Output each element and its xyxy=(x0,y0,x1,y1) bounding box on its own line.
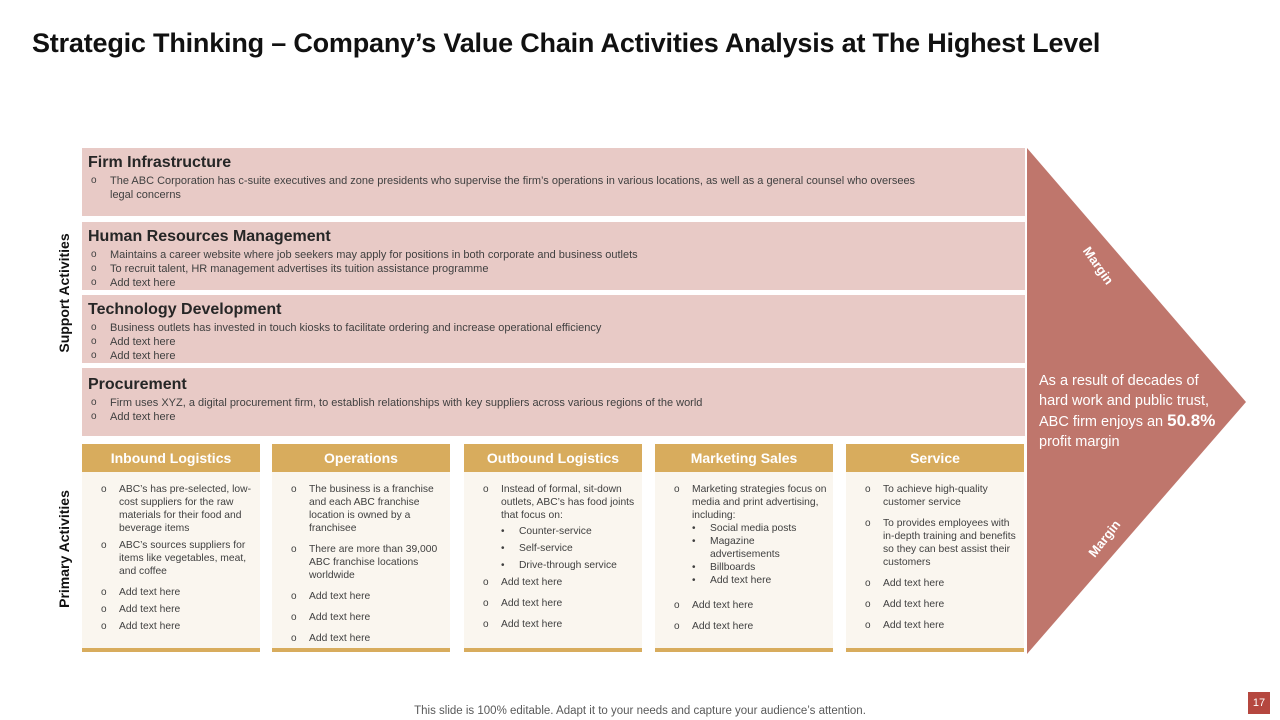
footer-note: This slide is 100% editable. Adapt it to your needs and capture your audience’s attention. xyxy=(414,705,866,717)
support-list xyxy=(88,174,1025,202)
margin-label-top: Margin xyxy=(1079,243,1117,288)
support-item: o Add text here xyxy=(91,410,930,424)
support-heading: Human Resources Management xyxy=(88,228,331,245)
primary-sub-item: • Drive-through service xyxy=(501,559,636,572)
support-box-procurement xyxy=(82,368,1025,436)
support-heading: Technology Development xyxy=(88,301,282,318)
primary-sub-list xyxy=(501,525,636,572)
primary-item: o Add text here xyxy=(291,590,444,603)
primary-column-marketing-sales xyxy=(655,444,833,652)
support-item: o Add text here xyxy=(91,349,930,363)
primary-sub-list xyxy=(692,522,827,587)
support-box-firm-infrastructure xyxy=(82,148,1025,216)
primary-item: o Add text here xyxy=(865,577,1018,590)
primary-list xyxy=(671,483,827,633)
primary-item xyxy=(674,483,827,587)
primary-sub-item: • Self-service xyxy=(501,542,636,555)
primary-heading: Operations xyxy=(272,444,450,472)
primary-item: o Add text here xyxy=(865,598,1018,611)
primary-body xyxy=(655,472,833,633)
support-list xyxy=(88,321,1025,363)
primary-heading: Inbound Logistics xyxy=(82,444,260,472)
support-item: o Add text here xyxy=(91,276,930,290)
primary-body xyxy=(272,472,450,645)
support-heading: Procurement xyxy=(88,376,187,393)
primary-item: o Add text here xyxy=(291,611,444,624)
primary-heading: Service xyxy=(846,444,1024,472)
support-activities-label: Support Activities xyxy=(56,233,72,353)
primary-item: o Add text here xyxy=(101,586,254,599)
primary-activities-label: Primary Activities xyxy=(56,490,72,608)
support-box-technology-development xyxy=(82,295,1025,363)
primary-heading: Outbound Logistics xyxy=(464,444,642,472)
support-item: o Maintains a career website where job seekers may apply for positions in both corporate and business outlets xyxy=(91,248,930,262)
primary-column-service xyxy=(846,444,1024,652)
primary-sub-item: • Magazine advertisements xyxy=(692,535,827,561)
primary-heading: Marketing Sales xyxy=(655,444,833,472)
primary-item: o Add text here xyxy=(483,576,636,589)
primary-item xyxy=(483,483,636,572)
primary-list xyxy=(862,483,1018,632)
support-list xyxy=(88,248,1025,290)
primary-list xyxy=(288,483,444,645)
primary-item: o Add text here xyxy=(101,603,254,616)
margin-statement xyxy=(1039,371,1229,452)
primary-body xyxy=(82,472,260,633)
primary-item: o Add text here xyxy=(865,619,1018,632)
support-heading: Firm Infrastructure xyxy=(88,154,232,171)
primary-item-intro: Marketing strategies focus on media and print advertising, including: xyxy=(692,484,827,521)
primary-body xyxy=(464,472,642,631)
primary-column-operations xyxy=(272,444,450,652)
primary-sub-item: • Billboards xyxy=(692,561,827,574)
primary-sub-item: • Add text here xyxy=(692,574,827,587)
support-item: o Add text here xyxy=(91,335,930,349)
primary-list xyxy=(480,483,636,631)
primary-item: o Add text here xyxy=(674,599,827,612)
support-item: o Firm uses XYZ, a digital procurement firm, to establish relationships with key suppliers across various regions of the world xyxy=(91,396,930,410)
support-item: o Business outlets has invested in touch kiosks to facilitate ordering and increase operational efficiency xyxy=(91,321,930,335)
primary-list xyxy=(98,483,254,633)
primary-column-inbound-logistics xyxy=(82,444,260,652)
primary-column-outbound-logistics xyxy=(464,444,642,652)
primary-item: o To achieve high-quality customer service xyxy=(865,483,1018,509)
primary-item: o ABC’s has pre-selected, low-cost suppliers for the raw materials for their food and beverage items xyxy=(101,483,254,535)
slide-title: Strategic Thinking – Company’s Value Chain Activities Analysis at The Highest Level xyxy=(32,28,1101,58)
support-box-human-resources xyxy=(82,222,1025,290)
primary-item: o Add text here xyxy=(101,620,254,633)
page-number-badge: 17 xyxy=(1248,692,1270,714)
primary-body xyxy=(846,472,1024,632)
support-item: o To recruit talent, HR management advertises its tuition assistance programme xyxy=(91,262,930,276)
primary-item: o The business is a franchise and each ABC franchise location is owned by a franchisee xyxy=(291,483,444,535)
primary-item: o To provides employees with in-depth training and benefits so they can best assist their customers xyxy=(865,517,1018,569)
primary-item-intro: Instead of formal, sit-down outlets, ABC’s has food joints that focus on: xyxy=(501,484,635,521)
primary-item: o Add text here xyxy=(674,620,827,633)
primary-item: o There are more than 39,000 ABC franchise locations worldwide xyxy=(291,543,444,582)
primary-item: o ABC’s sources suppliers for items like vegetables, meat, and coffee xyxy=(101,539,254,578)
primary-sub-item: • Social media posts xyxy=(692,522,827,535)
primary-item: o Add text here xyxy=(483,597,636,610)
margin-label-bottom: Margin xyxy=(1085,517,1124,560)
primary-item: o Add text here xyxy=(483,618,636,631)
margin-statement-suffix: profit margin xyxy=(1039,434,1120,450)
primary-sub-item: • Counter-service xyxy=(501,525,636,538)
margin-statement-text: As a result of decades of hard work and public trust, ABC firm enjoys an xyxy=(1039,373,1210,430)
margin-value: 50.8% xyxy=(1167,411,1216,430)
support-list xyxy=(88,396,1025,424)
primary-item: o Add text here xyxy=(291,632,444,645)
support-item: o The ABC Corporation has c-suite executives and zone presidents who supervise the firm’s operations in various locations, as well as a general counsel who oversees legal concerns xyxy=(91,174,930,202)
